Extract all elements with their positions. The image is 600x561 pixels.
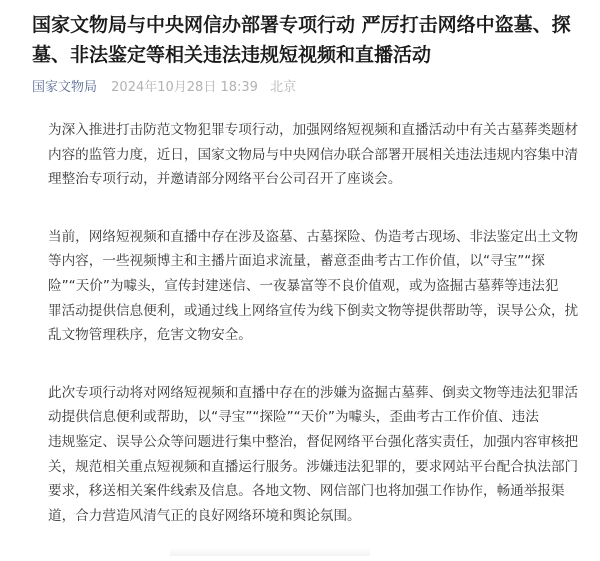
publish-location: 北京 — [270, 80, 297, 95]
paragraph-line: 乱文物管理秩序，危害文物安全。 — [48, 327, 252, 344]
paragraph-line: 等内容，一些视频博主和主播片面追求流量，蓄意歪曲考古工作价值，以“寻宝”“探 — [48, 253, 545, 270]
paragraph-line: 要求，移送相关案件线索及信息。各地文物、网信部门也将加强工作协作，畅通举报渠 — [48, 483, 565, 500]
paragraph-line: 道，合力营造风清气正的良好网络环境和舆论氛围。 — [48, 507, 361, 524]
article-paragraph — [48, 225, 579, 348]
article-body — [48, 118, 579, 561]
paragraph-line: 险”“天价”为噱头，宣传封建迷信、一夜暴富等不良价值观，或为盗掘古墓葬等违法犯 — [48, 277, 559, 294]
article-title: 国家文物局与中央网信办部署专项行动 严厉打击网络中盗墓、探墓、非法鉴定等相关违法违规短视频和直播活动 — [32, 14, 571, 66]
paragraph-line: 关，规范相关重点短视频和直播运行服务。涉嫌违法犯罪的，要求网站平台配合执法部门 — [48, 458, 579, 475]
article-meta — [32, 78, 296, 98]
article-paragraph — [48, 381, 579, 529]
paragraph-line: 罪活动提供信息便利，或通过线上网络宣传为线下倒卖文物等提供帮助等，误导公众，扰 — [48, 302, 579, 319]
paragraph-line: 此次专项行动将对网络短视频和直播中存在的涉嫌为盗掘古墓葬、倒卖文物等违法犯罪活 — [48, 384, 579, 401]
article-image-partial — [170, 548, 370, 556]
paragraph-line: 为深入推进打击防范文物犯罪专项行动，加强网络短视频和直播活动中有关古墓葬类题材 — [48, 122, 579, 138]
paragraph-line: 理整治专项行动，并邀请部分网络平台公司召开了座谈会。 — [48, 171, 402, 188]
article-paragraph — [48, 118, 579, 192]
article-source-link[interactable]: 国家文物局 — [32, 80, 98, 95]
paragraph-line: 动提供信息便利或帮助，以“寻宝”“探险”“天价”为噱头，歪曲考古工作价值、违法 — [48, 409, 539, 426]
paragraph-line: 违规鉴定、误导公众等问题进行集中整治，督促网络平台强化落实责任，加强内容审核把 — [48, 433, 579, 450]
publish-time: 2024年10月28日 18:39 — [111, 80, 258, 95]
paragraph-line: 当前，网络短视频和直播中存在涉及盗墓、古墓探险、伪造考古现场、非法鉴定出土文物 — [48, 228, 579, 245]
paragraph-line: 内容的监管力度，近日，国家文物局与中央网信办联合部署开展相关违法违规内容集中清 — [48, 146, 579, 163]
